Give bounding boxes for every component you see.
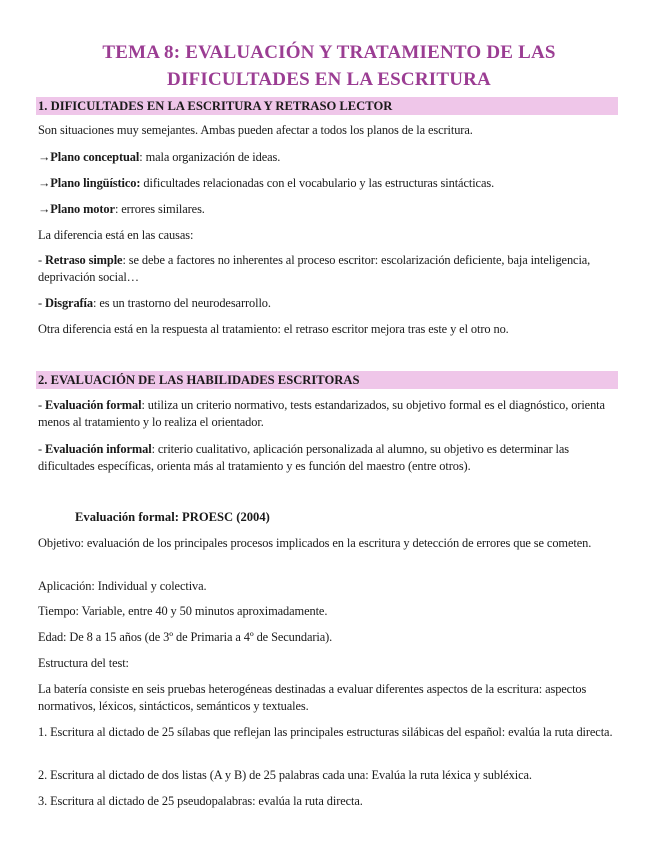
plane-text: errores similares. — [121, 202, 205, 216]
arrow-icon: → — [38, 176, 51, 190]
plane-motor — [38, 201, 616, 218]
formal-text: : utiliza un criterio normativo, tests estandarizados, su objetivo formal es el diagnóstico, orienta menos al tratamiento y lo realiza el orientador. — [38, 398, 605, 429]
section-2-heading: 2. EVALUACIÓN DE LAS HABILIDADES ESCRITORAS — [36, 371, 618, 389]
retraso-simple-item — [38, 252, 616, 286]
plane-sep: : — [139, 150, 146, 164]
disgrafia-text: : es un trastorno del neurodesarrollo. — [93, 296, 271, 310]
arrow-icon: → — [38, 150, 51, 164]
informal-term: Evaluación informal — [45, 442, 152, 456]
plane-linguistic — [38, 175, 616, 192]
retraso-text: : se debe a factores no inherentes al proceso escritor: escolarización deficiente, baja inteligencia, deprivación social… — [38, 253, 591, 284]
disgrafia-term: Disgrafía — [45, 296, 93, 310]
dash: - — [38, 398, 46, 412]
plane-term: Plano motor — [50, 202, 115, 216]
dash: - — [38, 253, 46, 267]
informal-evaluation-item — [38, 441, 616, 475]
list-item: 2. Escritura al dictado de dos listas (A y B) de 25 palabras cada una: Evalúa la ruta léxica y subléxica. — [38, 768, 532, 782]
title-line-1: TEMA 8: EVALUACIÓN Y TRATAMIENTO DE LAS — [102, 42, 556, 63]
informal-text: : criterio cualitativo, aplicación personalizada al alumno, su objetivo es determinar las dificultades específicas, orienta más al tratamiento y es función del maestro (entre otros). — [38, 442, 569, 473]
aplicacion: Aplicación: Individual y colectiva. — [38, 579, 207, 593]
plane-conceptual — [38, 149, 616, 166]
arrow-icon: → — [38, 202, 51, 216]
proesc-subheading: Evaluación formal: PROESC (2004) — [75, 510, 270, 524]
plane-term: Plano lingüístico: — [50, 176, 141, 190]
causes-intro: La diferencia está en las causas: — [38, 228, 194, 242]
objetivo: Objetivo: evaluación de los principales procesos implicados en la escritura y detección de errores que se cometen. — [38, 536, 592, 550]
plane-sep: : — [114, 202, 122, 216]
bateria: La batería consiste en seis pruebas heterogéneas destinadas a evaluar diferentes aspectos de la escritura: aspectos normativos, léxicos, sintácticos, semánticos y textuales. — [38, 682, 587, 713]
dash: - — [38, 442, 46, 456]
section-1-intro: Son situaciones muy semejantes. Ambas pueden afectar a todos los planos de la escritura. — [38, 123, 473, 137]
disgrafia-item — [38, 295, 616, 312]
other-difference: Otra diferencia está en la respuesta al tratamiento: el retraso escritor mejora tras este y el otro no. — [38, 322, 509, 336]
formal-evaluation-item — [38, 397, 616, 431]
dash: - — [38, 296, 46, 310]
document-title — [40, 39, 618, 93]
plane-text: dificultades relacionadas con el vocabulario y las estructuras sintácticas. — [143, 176, 495, 190]
edad: Edad: De 8 a 15 años (de 3º de Primaria a 4º de Secundaria). — [38, 630, 333, 644]
title-line-2: DIFICULTADES EN LA ESCRITURA — [167, 69, 491, 90]
list-item: 1. Escritura al dictado de 25 sílabas que reflejan las principales estructuras silábicas del español: evalúa la ruta directa. — [38, 725, 613, 739]
plane-term: Plano conceptual — [50, 150, 140, 164]
estructura: Estructura del test: — [38, 656, 129, 670]
formal-term: Evaluación formal — [45, 398, 142, 412]
list-item: 3. Escritura al dictado de 25 pseudopalabras: evalúa la ruta directa. — [38, 794, 363, 808]
tiempo: Tiempo: Variable, entre 40 y 50 minutos aproximadamente. — [38, 604, 328, 618]
retraso-term: Retraso simple — [45, 253, 123, 267]
plane-text: mala organización de ideas. — [145, 150, 281, 164]
section-1-heading: 1. DIFICULTADES EN LA ESCRITURA Y RETRASO LECTOR — [36, 97, 618, 115]
